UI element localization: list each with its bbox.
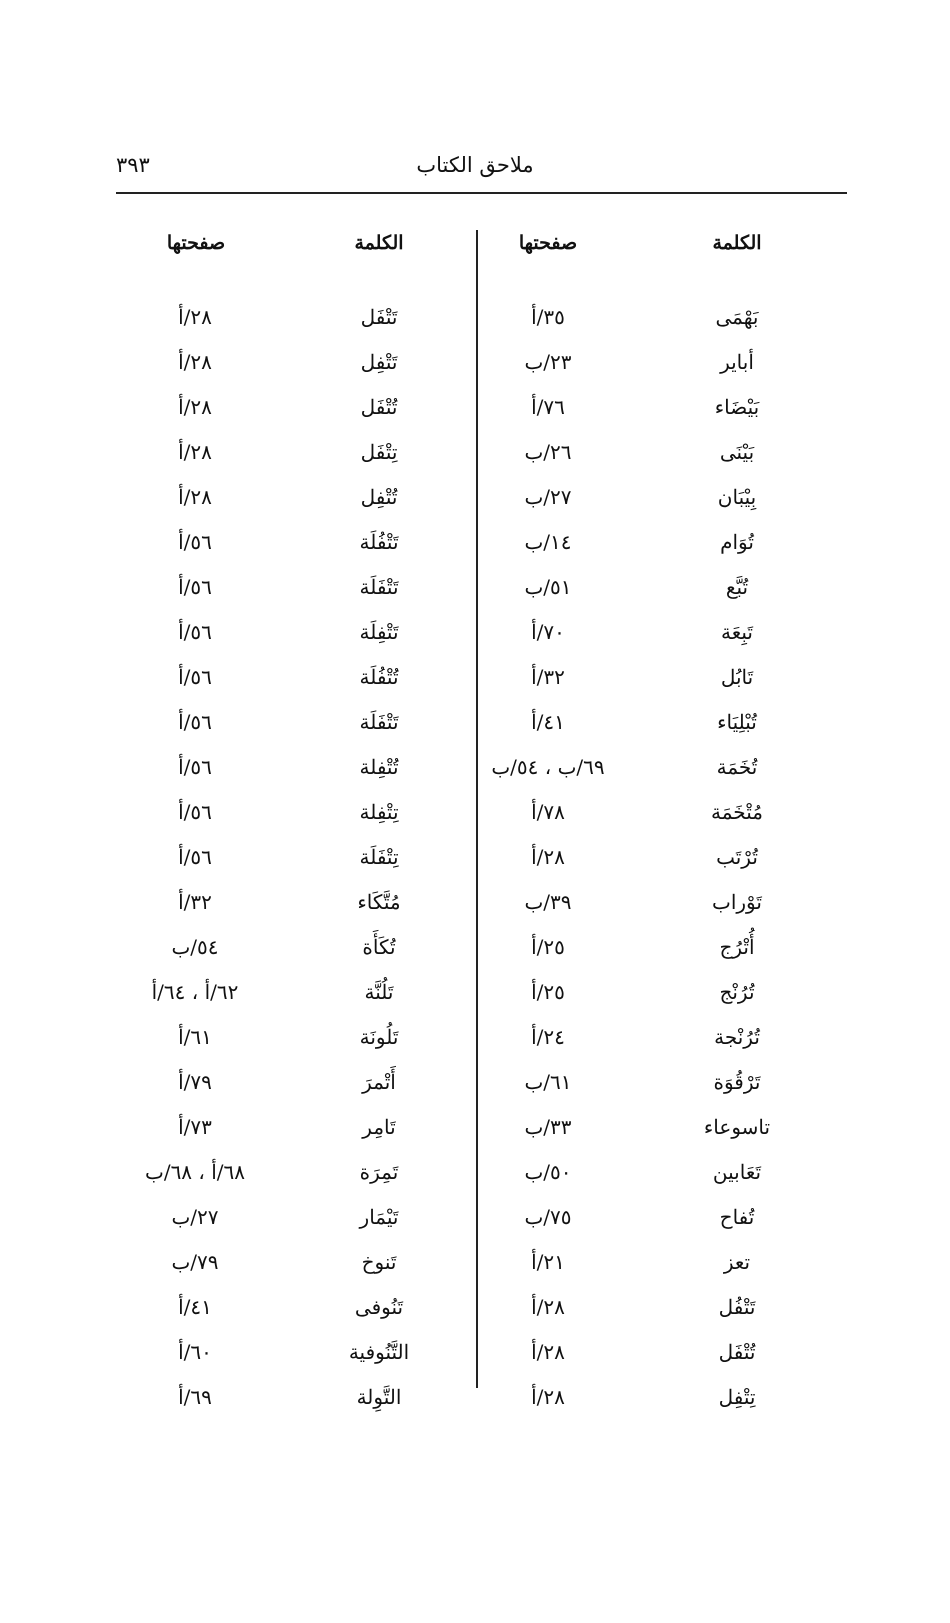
left-word-header: الكلمة bbox=[354, 232, 404, 254]
left-word-cell: أَتْمرَ bbox=[362, 1070, 396, 1094]
right-word-cell: تَبِعَة bbox=[721, 620, 753, 644]
table-row bbox=[0, 530, 950, 575]
right-page-cell: ٣٥/أ bbox=[531, 305, 565, 329]
right-page-cell: ٢٤/أ bbox=[531, 1025, 565, 1049]
left-word-cell: التَّنُوفية bbox=[348, 1340, 410, 1364]
table-row bbox=[0, 890, 950, 935]
left-word-cell: تَتْفَلَة bbox=[359, 710, 399, 734]
left-page-cell: ٦١/أ bbox=[178, 1025, 212, 1049]
left-page-cell: ٧٩/أ bbox=[178, 1070, 212, 1094]
right-page-cell: ٢٨/أ bbox=[531, 1340, 565, 1364]
left-page-cell: ٣٢/أ bbox=[178, 890, 212, 914]
right-word-cell: بِيْبَان bbox=[717, 485, 757, 509]
right-page-cell: ٢٦/ب bbox=[524, 440, 572, 464]
left-word-cell: تِتْفِلة bbox=[359, 800, 399, 824]
right-word-cell: تُرْتَب bbox=[716, 845, 758, 869]
header-rule bbox=[116, 192, 847, 194]
table-row bbox=[0, 980, 950, 1025]
left-page-cell: ٢٨/أ bbox=[178, 395, 212, 419]
left-word-cell: مُتَّكَاء bbox=[357, 890, 401, 914]
left-page-cell: ٥٦/أ bbox=[178, 710, 212, 734]
right-page-cell: ٢٨/أ bbox=[531, 1385, 565, 1409]
right-page-cell: ٧٥/ب bbox=[524, 1205, 572, 1229]
right-word-cell: تُفاح bbox=[719, 1205, 755, 1229]
left-word-cell: تِتْفَلَة bbox=[359, 845, 399, 869]
left-page-cell: ٦٨/أ ، ٦٨/ب bbox=[144, 1160, 245, 1184]
left-page-cell: ٤١/أ bbox=[178, 1295, 212, 1319]
table-row bbox=[0, 935, 950, 980]
right-page-cell: ٥٠/ب bbox=[524, 1160, 572, 1184]
left-word-cell: تِتْفَل bbox=[360, 440, 398, 464]
table-row bbox=[0, 1385, 950, 1430]
table-row bbox=[0, 350, 950, 395]
left-page-cell: ٥٦/أ bbox=[178, 845, 212, 869]
table-row bbox=[0, 440, 950, 485]
right-page-cell: ٢٣/ب bbox=[524, 350, 572, 374]
left-word-cell: تُتْفُلَة bbox=[359, 665, 399, 689]
table-row bbox=[0, 665, 950, 710]
left-word-cell: تَيْمَار bbox=[359, 1205, 399, 1229]
right-page-cell: ٣٢/أ bbox=[531, 665, 565, 689]
left-page-cell: ٥٦/أ bbox=[178, 755, 212, 779]
right-page-cell: ٢٨/أ bbox=[531, 1295, 565, 1319]
right-page-cell: ٧٠/أ bbox=[531, 620, 565, 644]
right-word-cell: تعز bbox=[723, 1250, 751, 1274]
right-word-cell: أُتْرُج bbox=[719, 935, 755, 959]
right-word-cell: تَتْفُل bbox=[718, 1295, 756, 1319]
left-word-cell: تُكَأَة bbox=[362, 935, 396, 959]
table-row bbox=[0, 395, 950, 440]
table-row bbox=[0, 1205, 950, 1250]
left-word-cell: تَلُنَّة bbox=[364, 980, 394, 1004]
left-page-cell: ٥٦/أ bbox=[178, 800, 212, 824]
table-row bbox=[0, 755, 950, 800]
right-word-cell: تُوَام bbox=[720, 530, 754, 554]
table-row bbox=[0, 845, 950, 890]
left-page-cell: ٥٦/أ bbox=[178, 665, 212, 689]
left-page-cell: ٥٤/ب bbox=[171, 935, 219, 959]
right-word-cell: أباير bbox=[720, 350, 754, 374]
left-word-cell: التَّوِلة bbox=[356, 1385, 402, 1409]
left-word-cell: تَتْفُلَة bbox=[359, 530, 399, 554]
right-page-cell: ٢١/أ bbox=[531, 1250, 565, 1274]
left-page-cell: ٢٧/ب bbox=[171, 1205, 219, 1229]
right-page-cell: ٤١/أ bbox=[531, 710, 565, 734]
left-page-cell: ٦٢/أ ، ٦٤/أ bbox=[151, 980, 239, 1004]
left-page-cell: ٢٨/أ bbox=[178, 440, 212, 464]
right-word-header: الكلمة bbox=[712, 232, 762, 254]
left-page-cell: ٥٦/أ bbox=[178, 620, 212, 644]
right-page-header: صفحتها bbox=[518, 232, 578, 254]
right-word-cell: مُتْخَمَة bbox=[711, 800, 763, 824]
left-page-header: صفحتها bbox=[166, 232, 226, 254]
right-page-cell: ٢٥/أ bbox=[531, 935, 565, 959]
table-row bbox=[0, 575, 950, 620]
right-word-cell: تَابُل bbox=[720, 665, 754, 689]
right-page-cell: ٥١/ب bbox=[524, 575, 572, 599]
left-word-cell: تَنوخ bbox=[361, 1250, 397, 1274]
right-page-cell: ٧٨/أ bbox=[531, 800, 565, 824]
right-word-cell: تَرْقُوَة bbox=[713, 1070, 761, 1094]
right-page-cell: ٣٩/ب bbox=[524, 890, 572, 914]
page-number: ٣٩٣ bbox=[116, 153, 150, 177]
right-page-cell: ٢٨/أ bbox=[531, 845, 565, 869]
right-page-cell: ١٤/ب bbox=[524, 530, 572, 554]
running-title: ملاحق الكتاب bbox=[416, 153, 534, 177]
right-word-cell: تُرُنْج bbox=[719, 980, 755, 1004]
left-page-cell: ٦٩/أ bbox=[178, 1385, 212, 1409]
table-row bbox=[0, 1250, 950, 1295]
right-word-cell: تاسوعاء bbox=[703, 1115, 771, 1139]
index-table bbox=[0, 305, 950, 1430]
table-row bbox=[0, 1115, 950, 1160]
table-row bbox=[0, 710, 950, 755]
right-word-cell: بَهْمَى bbox=[715, 305, 759, 329]
right-page-cell: ٣٣/ب bbox=[524, 1115, 572, 1139]
table-row bbox=[0, 1295, 950, 1340]
right-word-cell: تُبَّع bbox=[725, 575, 749, 599]
left-word-cell: تَتْفَل bbox=[360, 305, 398, 329]
right-page-cell: ٧٦/أ bbox=[531, 395, 565, 419]
left-word-cell: تُتْفِلة bbox=[359, 755, 399, 779]
right-word-cell: تُتْفَل bbox=[718, 1340, 756, 1364]
left-word-cell: تُتْفَل bbox=[360, 395, 398, 419]
left-word-cell: تَتْفِلَة bbox=[359, 620, 399, 644]
right-word-cell: تِتْفِل bbox=[718, 1385, 756, 1409]
table-row bbox=[0, 1160, 950, 1205]
table-row bbox=[0, 1070, 950, 1115]
table-row bbox=[0, 305, 950, 350]
right-word-cell: تُبْلِيَاء bbox=[717, 710, 757, 734]
left-page-cell: ٥٦/أ bbox=[178, 575, 212, 599]
right-page-cell: ٦١/ب bbox=[524, 1070, 572, 1094]
left-word-cell: تَامِر bbox=[362, 1115, 396, 1139]
right-word-cell: تَوْراب bbox=[712, 890, 762, 914]
left-word-cell: تَنُوفى bbox=[354, 1295, 404, 1319]
left-page-cell: ٢٨/أ bbox=[178, 485, 212, 509]
left-page-cell: ٧٣/أ bbox=[178, 1115, 212, 1139]
right-word-cell: بَيْضَاء bbox=[714, 395, 760, 419]
right-page-cell: ٦٩/ب ، ٥٤/ب bbox=[491, 755, 605, 779]
left-word-cell: تَلُونَة bbox=[359, 1025, 399, 1049]
left-word-cell: تَتْفَلَة bbox=[359, 575, 399, 599]
left-word-cell: تَتْفِل bbox=[360, 350, 398, 374]
left-word-cell: تُتْفِل bbox=[360, 485, 398, 509]
left-page-cell: ٧٩/ب bbox=[171, 1250, 219, 1274]
table-row bbox=[0, 485, 950, 530]
right-word-cell: تَعَابين bbox=[712, 1160, 762, 1184]
table-row bbox=[0, 1025, 950, 1070]
right-page-cell: ٢٧/ب bbox=[524, 485, 572, 509]
table-row bbox=[0, 800, 950, 845]
left-word-cell: تَمِرَة bbox=[359, 1160, 399, 1184]
right-page-cell: ٢٥/أ bbox=[531, 980, 565, 1004]
left-page-cell: ٦٠/أ bbox=[178, 1340, 212, 1364]
table-row bbox=[0, 1340, 950, 1385]
table-row bbox=[0, 620, 950, 665]
right-word-cell: تُرُنْجة bbox=[714, 1025, 760, 1049]
right-word-cell: بَيْنَى bbox=[719, 440, 755, 464]
right-word-cell: تُخَمَة bbox=[716, 755, 758, 779]
left-page-cell: ٥٦/أ bbox=[178, 530, 212, 554]
left-page-cell: ٢٨/أ bbox=[178, 350, 212, 374]
left-page-cell: ٢٨/أ bbox=[178, 305, 212, 329]
